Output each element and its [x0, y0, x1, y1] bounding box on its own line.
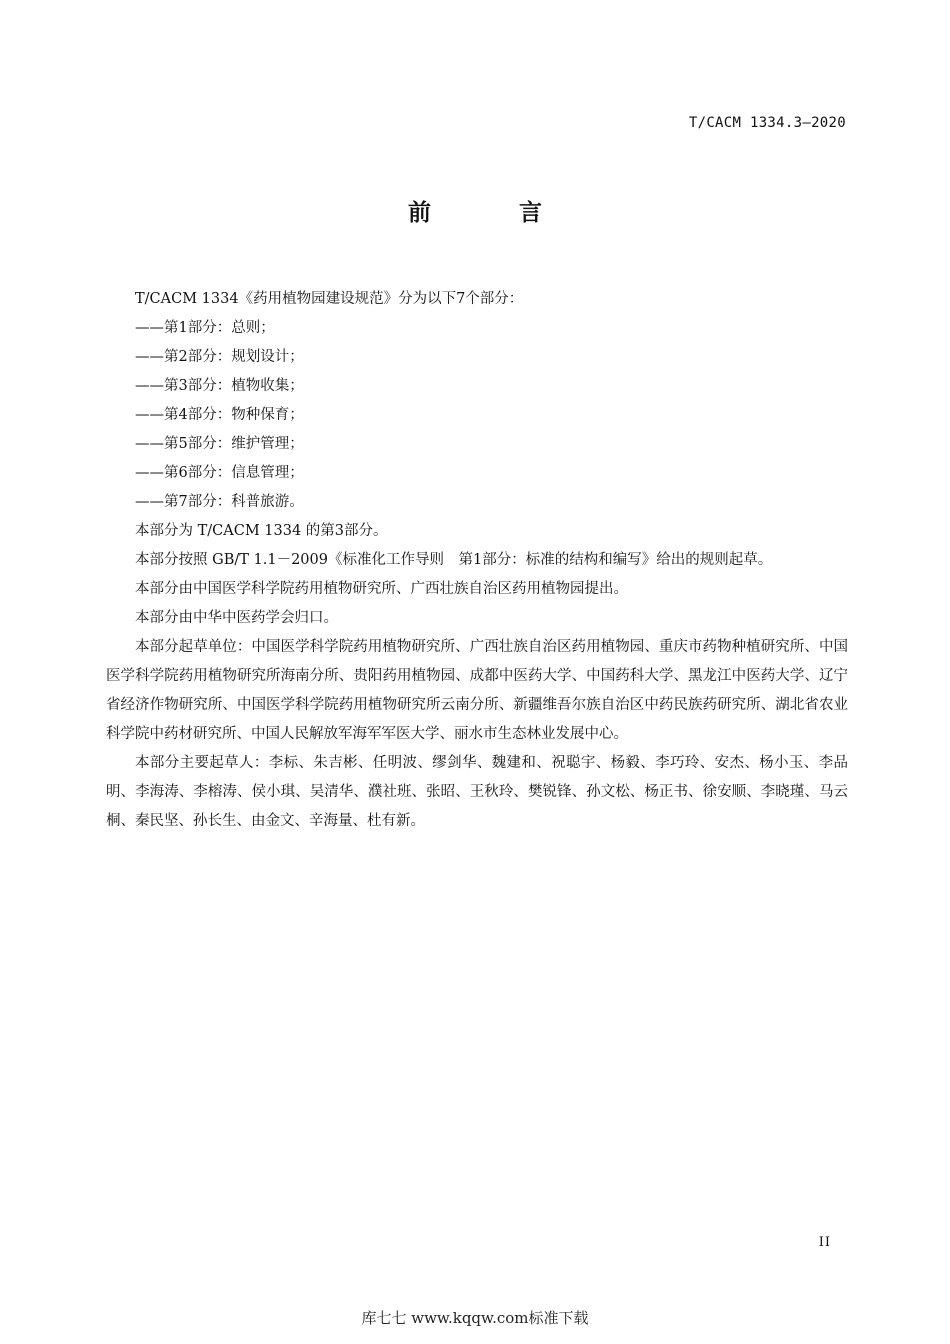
part-item-6: ——第6部分：信息管理；	[135, 465, 304, 481]
drafters-paragraph: 本部分主要起草人：李标、朱吉彬、任明波、缪剑华、魏建和、祝聪宇、杨毅、李巧玲、安杰、杨小玉、李品明、李海涛、李榕涛、侯小琪、吴清华、濮社班、张昭、王秋玲、樊锐锋、孙文松、杨正书、徐安顺、李晓瑾、马云桐、秦民坚、孙长生、由金文、辛海量、杜有新。	[106, 755, 848, 829]
proposed-by-statement: 本部分由中国医学科学院药用植物研究所、广西壮族自治区药用植物园提出。	[135, 581, 628, 597]
intro-line: T/CACM 1334《药用植物园建设规范》分为以下7个部分：	[135, 291, 524, 307]
page-title: 前 言	[407, 200, 582, 226]
standard-code: T/CACM 1334.3—2020	[688, 115, 846, 131]
watermark-text: 库七七 www.kqqw.com标准下载	[361, 1309, 589, 1327]
drafting-units-paragraph: 本部分起草单位：中国医学科学院药用植物研究所、广西壮族自治区药用植物园、重庆市药物种植研究所、中国医学科学院药用植物研究所海南分所、贵阳药用植物园、成都中医药大学、中国药科大学、黑龙江中医药大学、辽宁省经济作物研究所、中国医学科学院药用植物研究所云南分所、新疆维吾尔族自治区中药民族药研究所、湖北省农业科学院中药材研究所、中国人民解放军海军军医大学、丽水市生态林业发展中心。	[106, 639, 848, 742]
part-item-2: ——第2部分：规划设计；	[135, 349, 304, 365]
part-of-statement: 本部分为 T/CACM 1334 的第3部分。	[135, 523, 388, 539]
document-body	[106, 285, 848, 836]
part-item-3: ——第3部分：植物收集；	[135, 378, 304, 394]
part-item-4: ——第4部分：物种保育；	[135, 407, 304, 423]
page-number: II	[818, 1235, 831, 1250]
drafting-rules-statement: 本部分按照 GB/T 1.1－2009《标准化工作导则 第1部分：标准的结构和编写》给出的规则起草。	[135, 552, 773, 568]
part-item-5: ——第5部分：维护管理；	[135, 436, 304, 452]
part-item-7: ——第7部分：科普旅游。	[135, 494, 304, 510]
managed-by-statement: 本部分由中华中医药学会归口。	[135, 610, 338, 626]
part-item-1: ——第1部分：总则；	[135, 320, 275, 336]
